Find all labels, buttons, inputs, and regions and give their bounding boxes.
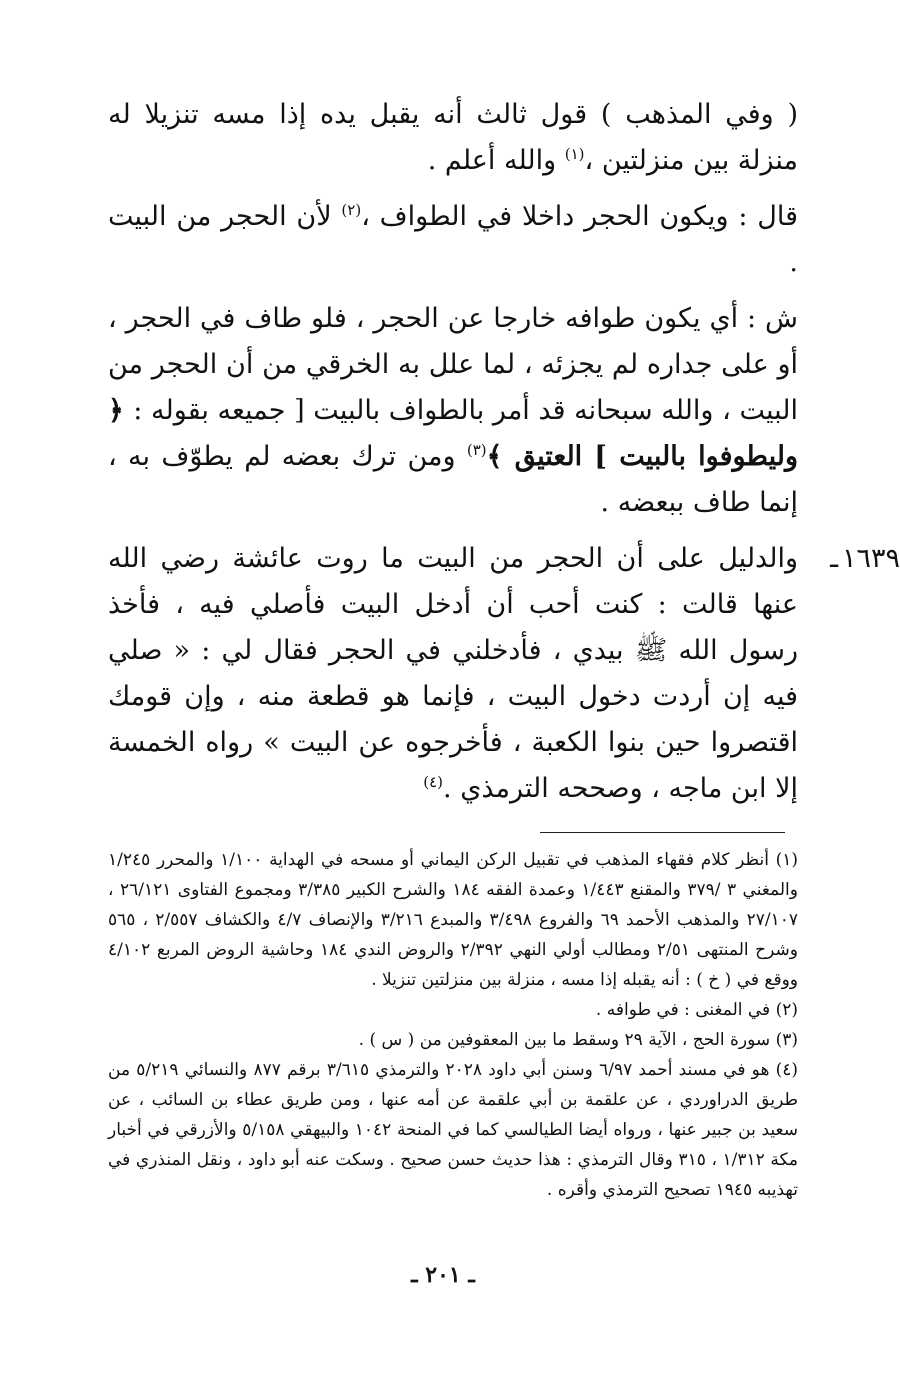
paragraph-3-text: ش : أي يكون طوافه خارجا عن الحجر ، فلو طاف في الحجر ، أو على جداره لم يجزئه ، لما علل به الخرقي من أن الحجر من البيت ، والله سبحانه قد أمر بالطواف بالبيت [ جميعه بقوله : [108, 303, 798, 426]
page-number: ـ ٢٠١ ـ [411, 1262, 475, 1288]
paragraph-4-text: والدليل على أن الحجر من البيت ما روت عائشة رضي الله عنها قالت : كنت أحب أن أدخل البيت فأصلي فيه ، فأخذ رسول الله ﷺ بيدي ، فأدخلني في الحجر فقال لي : « صلي فيه إن أردت دخول البيت ، فإنما هو قطعة منه ، وإن قومك اقتصروا حين بنوا الكعبة ، فأخرجوه عن البيت » رواه الخمسة إلا ابن ماجه ، وصححه الترمذي . [108, 543, 798, 804]
quran-verse: ﴿ وليطوفوا بالبيت ] العتيق ﴾ [108, 395, 798, 472]
paragraph-3-after: ومن ترك بعضه لم يطوّف به ، إنما طاف ببعضه . [108, 441, 798, 518]
paragraph-1-text: ( وفي المذهب ) قول ثالث أنه يقبل يده إذا مسه تنزيلا له منزلة بين منزلتين ، [108, 99, 798, 176]
paragraph-1-after: والله أعلم . [427, 145, 565, 176]
footnote-2: (٢) في المغنى : في طوافه . [595, 1000, 798, 1020]
hadith-dash: ـ [830, 543, 838, 574]
footnotes [108, 845, 798, 1205]
footnote-ref-2: (٢) [341, 201, 362, 219]
footnote-1: (١) أنظر كلام فقهاء المذهب في تقبيل الركن اليماني أو مسحه في الهداية ١/١٠٠ والمحرر ١/٢٤٥ والمغني ٣ /٣٧٩ والمقنع ١/٤٤٣ وعمدة الفقه ١٨٤ والشرح الكبير ٣/٣٨٥ ومجموع الفتاوى ٢٦/١٢١ ، ٢٧/١٠٧ والمذهب الأحمد ٦٩ والفروع ٣/٤٩٨ والمبدع ٣/٢١٦ والإنصاف ٤/٧ والكشاف ٢/٥٥٧ ، ٥٦٥ وشرح المنتهى ٢/٥١ ومطالب أولي النهي ٢/٣٩٢ والروض الندي ١٨٤ وحاشية الروض المربع ٤/١٠٢ ووقع في ( خ ) : أنه يقبله إذا مسه ، منزلة بين منزلتين تنزيلا . [108, 850, 799, 990]
paragraph-3 [108, 296, 798, 526]
footnote-divider [540, 832, 785, 833]
footnote-ref-4: (٤) [423, 773, 444, 791]
paragraph-2-text: قال : ويكون الحجر داخلا في الطواف ، [361, 201, 799, 232]
footnote-4: (٤) هو في مسند أحمد ٦/٩٧ وسنن أبي داود ٢٠٢٨ والترمذي ٣/٦١٥ برقم ٨٧٧ والنسائي ٥/٢١٩ من طريق الدراوردي ، عن علقمة بن أبي علقمة عن أمه عنها ، ومن طريق عطاء بن السائب ، عن سعيد بن جبير عنها ، ورواه أيضا الطيالسي كما في المنحة ١٠٤٢ والبيهقي ٥/١٥٨ والأزرقي في أخبار مكة ١/٣١٢ ، ٣١٥ وقال الترمذي : هذا حديث حسن صحيح . وسكت عنه أبو داود ، ونقل المنذري في تهذيبه ١٩٤٥ تصحيح الترمذي وأقره . [108, 1060, 799, 1200]
hadith-number-group [808, 536, 900, 582]
footnote-ref-3: (٣) [466, 441, 487, 459]
footnote-ref-1: (١) [564, 145, 585, 163]
hadith-number: ١٦٣٩ [841, 543, 900, 574]
paragraph-2-after: لأن الحجر من البيت . [108, 201, 798, 278]
paragraph-1 [108, 92, 798, 184]
footnote-3: (٣) سورة الحج ، الآية ٢٩ وسقط ما بين المعقوفين من ( س ) . [358, 1030, 798, 1050]
paragraph-2 [108, 194, 798, 286]
paragraph-4 [108, 536, 900, 812]
main-text [108, 92, 900, 822]
